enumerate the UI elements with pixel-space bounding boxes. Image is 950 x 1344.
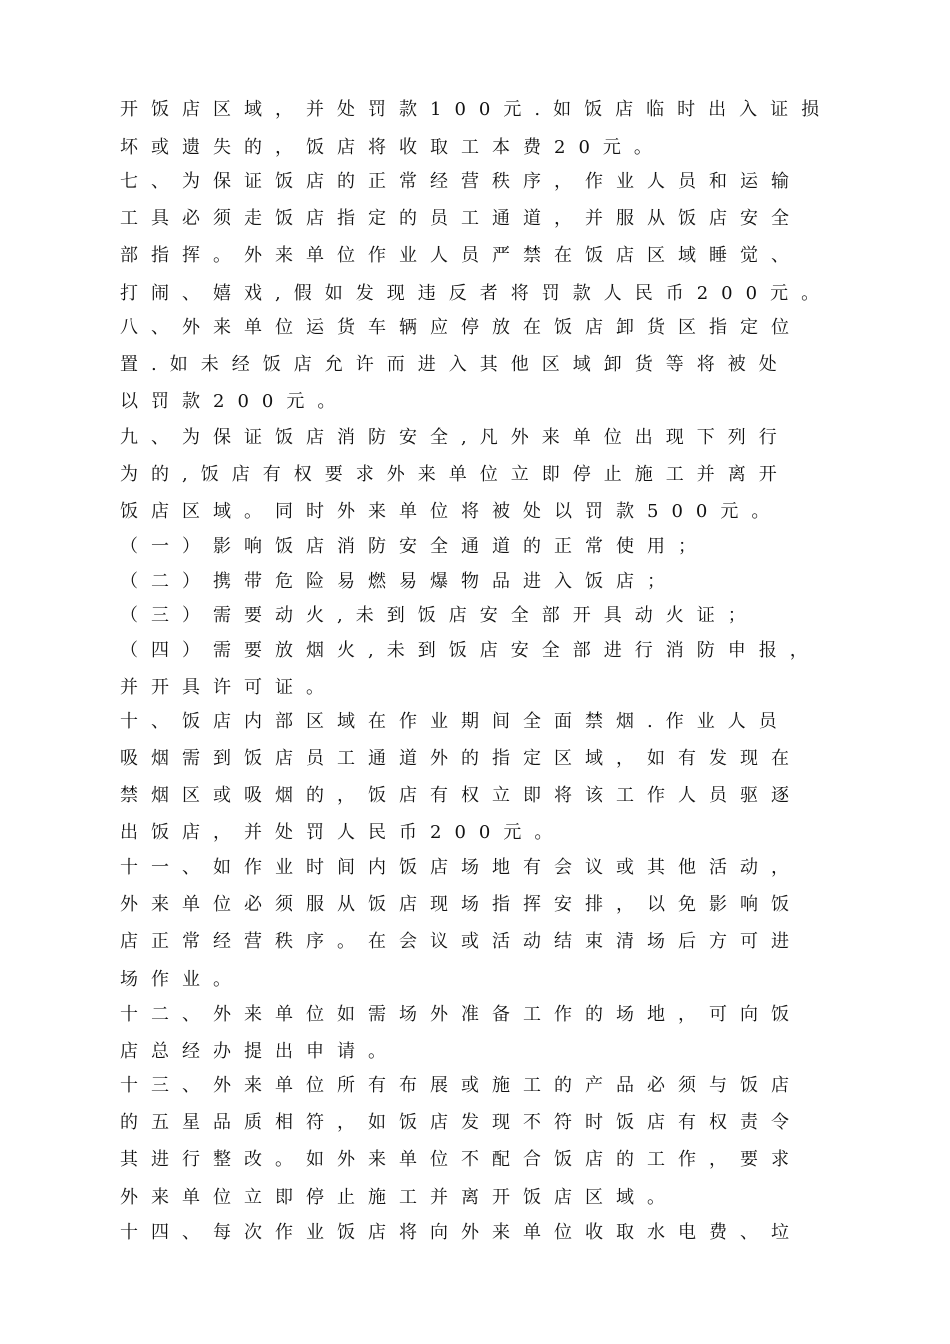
text-line: 九、为保证饭店消防安全,凡外来单位出现下列行 [120,427,790,448]
text-line: 打闹、嬉戏,假如发现违反者将罚款人民币200元。 [120,283,833,304]
text-line: 置.如未经饭店允许而进入其他区域卸货等将被处 [120,354,790,375]
text-line: 十四、每次作业饭店将向外来单位收取水电费、垃 [120,1222,802,1243]
text-line: 十、饭店内部区域在作业期间全面禁烟.作业人员 [120,711,790,732]
text-line: 的五星品质相符，如饭店发现不符时饭店有权责令 [120,1112,802,1133]
text-line: 店正常经营秩序。在会议或活动结束清场后方可进 [120,931,802,952]
text-line: 店总经办提出申请。 [120,1041,399,1062]
text-line: 禁烟区或吸烟的，饭店有权立即将该工作人员驱逐 [120,785,802,806]
text-line: 并开具许可证。 [120,677,337,698]
text-line: 工具必须走饭店指定的员工通道，并服从饭店安全 [120,208,802,229]
text-line: 以罚款200元。 [120,391,349,412]
text-line: （四）需要放烟火,未到饭店安全部进行消防申报， [120,640,821,661]
text-line: 场作业。 [120,969,244,990]
text-line: 十三、外来单位所有布展或施工的产品必须与饭店 [120,1075,802,1096]
text-line: 出饭店，并处罚人民币200元。 [120,822,566,843]
text-line: 部指挥。外来单位作业人员严禁在饭店区域睡觉、 [120,245,802,266]
text-line: 为的,饭店有权要求外来单位立即停止施工并离开 [120,464,790,485]
text-line: 饭店区域。同时外来单位将被处以罚款500元。 [120,501,783,522]
text-line: 七、为保证饭店的正常经营秩序，作业人员和运输 [120,171,802,192]
text-line: （三）需要动火,未到饭店安全部开具动火证； [120,605,759,626]
text-line: 八、外来单位运货车辆应停放在饭店卸货区指定位 [120,317,802,338]
text-line: 外来单位必须服从饭店现场指挥安排，以免影响饭 [120,894,802,915]
text-line: 其进行整改。如外来单位不配合饭店的工作，要求 [120,1149,802,1170]
text-line: 十一、如作业时间内饭店场地有会议或其他活动， [120,857,802,878]
text-line: 坏或遗失的，饭店将收取工本费20元。 [120,137,665,158]
text-line: 吸烟需到饭店员工通道外的指定区域，如有发现在 [120,748,802,769]
text-line: （二）携带危险易燃易爆物品进入饭店； [120,571,678,592]
text-line: 外来单位立即停止施工并离开饭店区域。 [120,1187,678,1208]
text-line: 开饭店区域，并处罚款100元.如饭店临时出入证损 [120,99,833,120]
text-line: 十二、外来单位如需场外准备工作的场地，可向饭 [120,1004,802,1025]
text-line: （一）影响饭店消防安全通道的正常使用； [120,536,709,557]
